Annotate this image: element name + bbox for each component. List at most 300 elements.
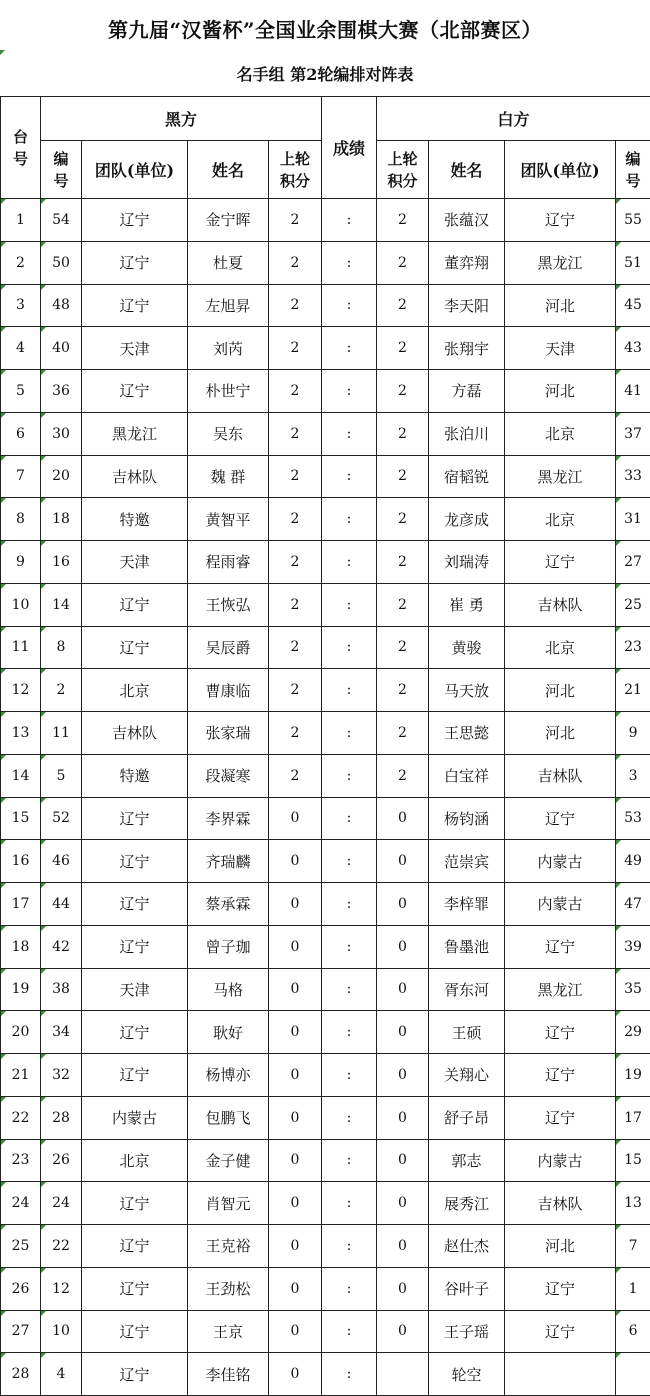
white-name-cell: 王硕 — [429, 1011, 505, 1054]
black-team-cell: 天津 — [82, 968, 188, 1011]
result-cell: : — [322, 925, 377, 968]
black-no-cell: 48 — [41, 284, 82, 327]
white-no-cell: 21 — [616, 669, 650, 712]
table-row — [1, 925, 650, 968]
table-row — [1, 968, 650, 1011]
table-no-cell: 22 — [1, 1096, 41, 1139]
black-no-cell: 52 — [41, 797, 82, 840]
table-row — [1, 327, 650, 370]
black-score-cell: 0 — [269, 1011, 322, 1054]
table-no-cell: 20 — [1, 1011, 41, 1054]
black-no-cell: 38 — [41, 968, 82, 1011]
result-cell: : — [322, 1353, 377, 1396]
black-no-cell: 36 — [41, 370, 82, 413]
black-score-cell: 2 — [269, 370, 322, 413]
table-no-cell: 28 — [1, 1353, 41, 1396]
white-name-cell: 白宝祥 — [429, 754, 505, 797]
table-row — [1, 883, 650, 926]
black-no-cell: 44 — [41, 883, 82, 926]
white-name-cell: 董弈翔 — [429, 241, 505, 284]
white-score-cell: 0 — [377, 1310, 429, 1353]
table-row — [1, 797, 650, 840]
white-team-cell: 辽宁 — [505, 1310, 616, 1353]
white-score-cell: 2 — [377, 754, 429, 797]
black-team-cell: 辽宁 — [82, 370, 188, 413]
white-score-cell: 0 — [377, 1182, 429, 1225]
white-score-cell — [377, 1353, 429, 1396]
black-name-cell: 刘芮 — [188, 327, 269, 370]
black-name-cell: 朴世宁 — [188, 370, 269, 413]
black-no-cell: 22 — [41, 1225, 82, 1268]
black-score-cell: 2 — [269, 284, 322, 327]
black-score-cell: 2 — [269, 241, 322, 284]
white-team-cell: 内蒙古 — [505, 883, 616, 926]
table-no-cell: 23 — [1, 1139, 41, 1182]
table-no-cell: 4 — [1, 327, 41, 370]
white-score-cell: 0 — [377, 797, 429, 840]
white-name-cell: 展秀江 — [429, 1182, 505, 1225]
header-white-no: 编 号 — [616, 141, 650, 199]
result-cell: : — [322, 498, 377, 541]
black-no-cell: 54 — [41, 199, 82, 242]
black-team-cell: 北京 — [82, 669, 188, 712]
black-team-cell: 天津 — [82, 327, 188, 370]
table-no-cell: 17 — [1, 883, 41, 926]
white-name-cell: 张泊川 — [429, 412, 505, 455]
black-no-cell: 42 — [41, 925, 82, 968]
black-name-cell: 吴东 — [188, 412, 269, 455]
black-team-cell: 辽宁 — [82, 241, 188, 284]
black-no-cell: 8 — [41, 626, 82, 669]
white-name-cell: 刘瑞涛 — [429, 541, 505, 584]
table-no-cell: 5 — [1, 370, 41, 413]
white-name-cell: 杨钧涵 — [429, 797, 505, 840]
white-no-cell: 45 — [616, 284, 650, 327]
black-name-cell: 黄智平 — [188, 498, 269, 541]
white-team-cell: 内蒙古 — [505, 840, 616, 883]
white-no-cell: 17 — [616, 1096, 650, 1139]
white-score-cell: 2 — [377, 541, 429, 584]
result-cell: : — [322, 284, 377, 327]
black-score-cell: 2 — [269, 199, 322, 242]
header-black: 黑方 — [41, 97, 322, 141]
white-team-cell: 天津 — [505, 327, 616, 370]
white-score-cell: 0 — [377, 1011, 429, 1054]
table-row — [1, 412, 650, 455]
white-team-cell: 辽宁 — [505, 541, 616, 584]
white-no-cell: 55 — [616, 199, 650, 242]
black-team-cell: 内蒙古 — [82, 1096, 188, 1139]
white-score-cell: 0 — [377, 968, 429, 1011]
white-score-cell: 2 — [377, 712, 429, 755]
black-name-cell: 包鹏飞 — [188, 1096, 269, 1139]
table-row — [1, 583, 650, 626]
white-team-cell: 北京 — [505, 626, 616, 669]
white-score-cell: 2 — [377, 669, 429, 712]
black-score-cell: 2 — [269, 712, 322, 755]
white-no-cell: 31 — [616, 498, 650, 541]
black-team-cell: 辽宁 — [82, 1054, 188, 1097]
black-no-cell: 18 — [41, 498, 82, 541]
white-no-cell — [616, 1353, 650, 1396]
black-score-cell: 0 — [269, 1353, 322, 1396]
white-name-cell: 李梓罪 — [429, 883, 505, 926]
white-team-cell: 黑龙江 — [505, 455, 616, 498]
table-row — [1, 1182, 650, 1225]
black-team-cell: 辽宁 — [82, 1011, 188, 1054]
black-no-cell: 16 — [41, 541, 82, 584]
black-score-cell: 2 — [269, 669, 322, 712]
black-team-cell: 辽宁 — [82, 1267, 188, 1310]
white-score-cell: 0 — [377, 1225, 429, 1268]
black-team-cell: 辽宁 — [82, 797, 188, 840]
black-team-cell: 辽宁 — [82, 925, 188, 968]
black-name-cell: 张家瑞 — [188, 712, 269, 755]
white-team-cell: 吉林队 — [505, 754, 616, 797]
black-score-cell: 2 — [269, 455, 322, 498]
white-score-cell: 2 — [377, 327, 429, 370]
black-name-cell: 耿好 — [188, 1011, 269, 1054]
black-name-cell: 金子健 — [188, 1139, 269, 1182]
table-row — [1, 1267, 650, 1310]
white-score-cell: 2 — [377, 626, 429, 669]
black-name-cell: 李界霖 — [188, 797, 269, 840]
black-score-cell: 2 — [269, 498, 322, 541]
black-team-cell: 辽宁 — [82, 1310, 188, 1353]
black-no-cell: 30 — [41, 412, 82, 455]
black-score-cell: 2 — [269, 583, 322, 626]
white-score-cell: 0 — [377, 840, 429, 883]
table-row — [1, 1011, 650, 1054]
header-table-no: 台 号 — [1, 97, 41, 199]
black-team-cell: 辽宁 — [82, 583, 188, 626]
white-name-cell: 谷叶子 — [429, 1267, 505, 1310]
result-cell: : — [322, 455, 377, 498]
white-team-cell: 辽宁 — [505, 925, 616, 968]
white-no-cell: 35 — [616, 968, 650, 1011]
white-no-cell: 51 — [616, 241, 650, 284]
table-row — [1, 669, 650, 712]
black-score-cell: 0 — [269, 1096, 322, 1139]
black-score-cell: 0 — [269, 1310, 322, 1353]
black-no-cell: 26 — [41, 1139, 82, 1182]
result-cell: : — [322, 199, 377, 242]
table-no-cell: 2 — [1, 241, 41, 284]
white-no-cell: 9 — [616, 712, 650, 755]
black-no-cell: 34 — [41, 1011, 82, 1054]
table-no-cell: 12 — [1, 669, 41, 712]
black-name-cell: 曹康临 — [188, 669, 269, 712]
white-score-cell: 2 — [377, 284, 429, 327]
black-score-cell: 2 — [269, 412, 322, 455]
table-no-cell: 26 — [1, 1267, 41, 1310]
table-row — [1, 455, 650, 498]
white-no-cell: 1 — [616, 1267, 650, 1310]
white-no-cell: 3 — [616, 754, 650, 797]
white-name-cell: 鲁墨池 — [429, 925, 505, 968]
table-row — [1, 1096, 650, 1139]
black-name-cell: 王京 — [188, 1310, 269, 1353]
result-cell: : — [322, 241, 377, 284]
white-no-cell: 15 — [616, 1139, 650, 1182]
white-no-cell: 47 — [616, 883, 650, 926]
white-team-cell: 吉林队 — [505, 1182, 616, 1225]
result-cell: : — [322, 541, 377, 584]
black-score-cell: 2 — [269, 327, 322, 370]
white-no-cell: 23 — [616, 626, 650, 669]
table-no-cell: 15 — [1, 797, 41, 840]
white-no-cell: 33 — [616, 455, 650, 498]
black-no-cell: 40 — [41, 327, 82, 370]
black-team-cell: 辽宁 — [82, 883, 188, 926]
header-result: 成绩 — [322, 97, 377, 199]
header-black-no: 编 号 — [41, 141, 82, 199]
black-team-cell: 特邀 — [82, 498, 188, 541]
white-name-cell: 舒子昂 — [429, 1096, 505, 1139]
black-no-cell: 12 — [41, 1267, 82, 1310]
white-no-cell: 49 — [616, 840, 650, 883]
result-cell: : — [322, 840, 377, 883]
black-score-cell: 0 — [269, 1225, 322, 1268]
white-name-cell: 龙彦成 — [429, 498, 505, 541]
table-row — [1, 1225, 650, 1268]
black-team-cell: 黑龙江 — [82, 412, 188, 455]
black-score-cell: 2 — [269, 626, 322, 669]
result-cell: : — [322, 1096, 377, 1139]
corner-mark — [0, 50, 5, 55]
result-cell: : — [322, 797, 377, 840]
black-name-cell: 马格 — [188, 968, 269, 1011]
result-cell: : — [322, 1182, 377, 1225]
table-no-cell: 7 — [1, 455, 41, 498]
table-no-cell: 11 — [1, 626, 41, 669]
header-white: 白方 — [377, 97, 650, 141]
black-team-cell: 辽宁 — [82, 1353, 188, 1396]
black-name-cell: 魏 群 — [188, 455, 269, 498]
result-cell: : — [322, 968, 377, 1011]
black-no-cell: 5 — [41, 754, 82, 797]
white-team-cell: 河北 — [505, 284, 616, 327]
white-team-cell: 辽宁 — [505, 797, 616, 840]
white-score-cell: 2 — [377, 498, 429, 541]
white-name-cell: 张翔宇 — [429, 327, 505, 370]
white-name-cell: 马天放 — [429, 669, 505, 712]
black-team-cell: 天津 — [82, 541, 188, 584]
pairing-table — [0, 96, 650, 1396]
black-name-cell: 李佳铭 — [188, 1353, 269, 1396]
black-name-cell: 金宁晖 — [188, 199, 269, 242]
table-no-cell: 13 — [1, 712, 41, 755]
header-black-name: 姓名 — [188, 141, 269, 199]
black-team-cell: 辽宁 — [82, 284, 188, 327]
result-cell: : — [322, 1310, 377, 1353]
black-no-cell: 14 — [41, 583, 82, 626]
table-no-cell: 24 — [1, 1182, 41, 1225]
white-team-cell: 黑龙江 — [505, 968, 616, 1011]
black-score-cell: 0 — [269, 925, 322, 968]
black-score-cell: 0 — [269, 883, 322, 926]
black-no-cell: 24 — [41, 1182, 82, 1225]
black-team-cell: 吉林队 — [82, 712, 188, 755]
black-no-cell: 46 — [41, 840, 82, 883]
white-score-cell: 0 — [377, 1096, 429, 1139]
header-white-team: 团队(单位) — [505, 141, 616, 199]
white-team-cell: 吉林队 — [505, 583, 616, 626]
white-no-cell: 43 — [616, 327, 650, 370]
black-no-cell: 10 — [41, 1310, 82, 1353]
black-name-cell: 曾子珈 — [188, 925, 269, 968]
white-no-cell: 27 — [616, 541, 650, 584]
result-cell: : — [322, 883, 377, 926]
white-no-cell: 29 — [616, 1011, 650, 1054]
black-name-cell: 肖智元 — [188, 1182, 269, 1225]
white-name-cell: 关翔心 — [429, 1054, 505, 1097]
white-score-cell: 2 — [377, 370, 429, 413]
white-team-cell: 辽宁 — [505, 1096, 616, 1139]
white-no-cell: 41 — [616, 370, 650, 413]
white-no-cell: 6 — [616, 1310, 650, 1353]
white-team-cell: 辽宁 — [505, 1054, 616, 1097]
white-name-cell: 张蕴汉 — [429, 199, 505, 242]
table-row — [1, 1310, 650, 1353]
white-no-cell: 25 — [616, 583, 650, 626]
white-no-cell: 53 — [616, 797, 650, 840]
white-no-cell: 13 — [616, 1182, 650, 1225]
table-no-cell: 19 — [1, 968, 41, 1011]
table-row — [1, 498, 650, 541]
white-name-cell: 王子瑶 — [429, 1310, 505, 1353]
black-no-cell: 11 — [41, 712, 82, 755]
black-no-cell: 50 — [41, 241, 82, 284]
black-name-cell: 齐瑞麟 — [188, 840, 269, 883]
white-name-cell: 方磊 — [429, 370, 505, 413]
result-cell: : — [322, 1139, 377, 1182]
black-name-cell: 杜夏 — [188, 241, 269, 284]
black-name-cell: 杨博亦 — [188, 1054, 269, 1097]
white-name-cell: 宿韬锐 — [429, 455, 505, 498]
table-row — [1, 1139, 650, 1182]
black-team-cell: 辽宁 — [82, 1182, 188, 1225]
white-team-cell: 河北 — [505, 370, 616, 413]
white-score-cell: 2 — [377, 199, 429, 242]
white-team-cell: 河北 — [505, 1225, 616, 1268]
white-score-cell: 0 — [377, 1054, 429, 1097]
table-row — [1, 1353, 650, 1396]
table-no-cell: 16 — [1, 840, 41, 883]
white-score-cell: 2 — [377, 241, 429, 284]
result-cell: : — [322, 1011, 377, 1054]
black-score-cell: 0 — [269, 840, 322, 883]
table-no-cell: 8 — [1, 498, 41, 541]
white-team-cell: 辽宁 — [505, 1267, 616, 1310]
white-team-cell: 内蒙古 — [505, 1139, 616, 1182]
table-no-cell: 14 — [1, 754, 41, 797]
table-row — [1, 284, 650, 327]
white-team-cell: 辽宁 — [505, 1011, 616, 1054]
black-team-cell: 吉林队 — [82, 455, 188, 498]
black-score-cell: 0 — [269, 1267, 322, 1310]
white-name-cell: 范崇宾 — [429, 840, 505, 883]
table-row — [1, 712, 650, 755]
white-name-cell: 黄骏 — [429, 626, 505, 669]
white-team-cell: 河北 — [505, 669, 616, 712]
result-cell: : — [322, 669, 377, 712]
white-score-cell: 0 — [377, 925, 429, 968]
white-team-cell: 黑龙江 — [505, 241, 616, 284]
black-score-cell: 2 — [269, 541, 322, 584]
table-row — [1, 1054, 650, 1097]
black-no-cell: 2 — [41, 669, 82, 712]
white-team-cell: 辽宁 — [505, 199, 616, 242]
white-score-cell: 2 — [377, 583, 429, 626]
table-row — [1, 840, 650, 883]
black-score-cell: 0 — [269, 1054, 322, 1097]
table-row — [1, 626, 650, 669]
white-name-cell: 王思懿 — [429, 712, 505, 755]
white-score-cell: 0 — [377, 883, 429, 926]
black-name-cell: 左旭昇 — [188, 284, 269, 327]
header-black-score: 上轮 积分 — [269, 141, 322, 199]
black-team-cell: 辽宁 — [82, 840, 188, 883]
white-name-cell: 崔 勇 — [429, 583, 505, 626]
white-name-cell: 赵仕杰 — [429, 1225, 505, 1268]
table-no-cell: 21 — [1, 1054, 41, 1097]
black-score-cell: 2 — [269, 754, 322, 797]
white-score-cell: 0 — [377, 1139, 429, 1182]
black-no-cell: 20 — [41, 455, 82, 498]
result-cell: : — [322, 626, 377, 669]
table-row — [1, 754, 650, 797]
white-team-cell: 河北 — [505, 712, 616, 755]
result-cell: : — [322, 1225, 377, 1268]
table-no-cell: 27 — [1, 1310, 41, 1353]
result-cell: : — [322, 412, 377, 455]
result-cell: : — [322, 1267, 377, 1310]
black-no-cell: 32 — [41, 1054, 82, 1097]
black-score-cell: 0 — [269, 1139, 322, 1182]
result-cell: : — [322, 370, 377, 413]
table-no-cell: 3 — [1, 284, 41, 327]
header-black-team: 团队(单位) — [82, 141, 188, 199]
black-name-cell: 王劲松 — [188, 1267, 269, 1310]
black-score-cell: 0 — [269, 797, 322, 840]
white-team-cell — [505, 1353, 616, 1396]
black-no-cell: 28 — [41, 1096, 82, 1139]
white-no-cell: 19 — [616, 1054, 650, 1097]
black-name-cell: 段凝寒 — [188, 754, 269, 797]
table-row — [1, 199, 650, 242]
table-row — [1, 370, 650, 413]
black-score-cell: 0 — [269, 968, 322, 1011]
table-no-cell: 6 — [1, 412, 41, 455]
table-no-cell: 1 — [1, 199, 41, 242]
header-white-score: 上轮 积分 — [377, 141, 429, 199]
white-score-cell: 0 — [377, 1267, 429, 1310]
white-score-cell: 2 — [377, 455, 429, 498]
white-team-cell: 北京 — [505, 498, 616, 541]
table-no-cell: 18 — [1, 925, 41, 968]
table-row — [1, 241, 650, 284]
table-no-cell: 25 — [1, 1225, 41, 1268]
result-cell: : — [322, 583, 377, 626]
black-team-cell: 特邀 — [82, 754, 188, 797]
page-title: 第九届“汉酱杯”全国业余围棋大赛（北部赛区） — [0, 14, 650, 43]
header-white-name: 姓名 — [429, 141, 505, 199]
black-name-cell: 王克裕 — [188, 1225, 269, 1268]
white-name-cell: 胥东河 — [429, 968, 505, 1011]
white-name-cell: 郭志 — [429, 1139, 505, 1182]
black-no-cell: 4 — [41, 1353, 82, 1396]
